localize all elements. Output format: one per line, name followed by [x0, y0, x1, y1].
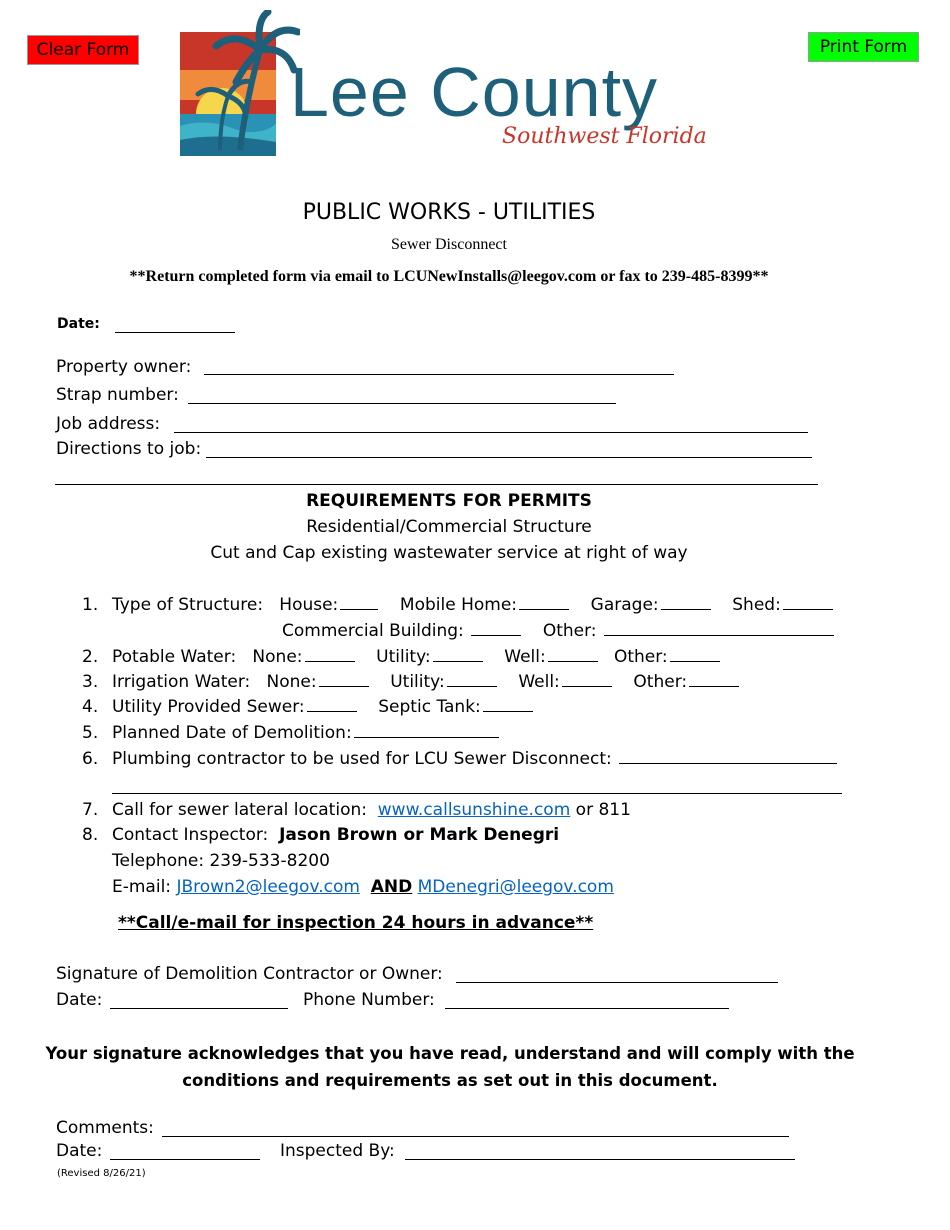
- well-label: Well:: [504, 647, 546, 667]
- acknowledgement: Your signature acknowledges that you have read, understand and will comply with the conditions and requirements as set out in this document.: [45, 1044, 855, 1090]
- contact-row: [112, 825, 559, 845]
- none-label: None:: [266, 672, 317, 692]
- directions-field[interactable]: [206, 457, 812, 458]
- potable-other-field[interactable]: [670, 647, 720, 662]
- phone-number-label: Phone Number:: [303, 990, 435, 1010]
- requirements-line-1: Residential/Commercial Structure: [306, 517, 592, 537]
- irrigation-other-field[interactable]: [689, 672, 739, 687]
- demolition-row: [112, 723, 499, 743]
- sewer-field[interactable]: [307, 697, 357, 712]
- type-label: Type of Structure:: [112, 595, 264, 615]
- date-field[interactable]: [115, 332, 235, 333]
- directions-label: Directions to job:: [56, 439, 202, 459]
- irrigation-water-row: [112, 672, 739, 692]
- contact-label: Contact Inspector:: [112, 825, 269, 845]
- septic-label: Septic Tank:: [378, 697, 481, 717]
- garage-label: Garage:: [590, 595, 659, 615]
- logo-title: Lee County: [290, 53, 659, 131]
- plumbing-contractor-field-line-2[interactable]: [112, 793, 842, 794]
- potable-utility-field[interactable]: [433, 647, 483, 662]
- garage-field[interactable]: [661, 595, 711, 610]
- mobile-home-label: Mobile Home:: [399, 595, 518, 615]
- requirements-heading: REQUIREMENTS FOR PERMITS: [306, 491, 592, 511]
- directions-field-line-2[interactable]: [55, 484, 818, 485]
- lee-county-logo-icon: [176, 10, 300, 160]
- plumbing-contractor-field[interactable]: [619, 749, 837, 764]
- demolition-label: Planned Date of Demolition:: [112, 723, 352, 743]
- call-row: [112, 800, 631, 820]
- other-field[interactable]: [604, 621, 834, 636]
- item-number: 1.: [82, 595, 99, 615]
- inspected-by-label: Inspected By:: [280, 1141, 395, 1161]
- potable-well-field[interactable]: [548, 647, 598, 662]
- none-label: None:: [252, 647, 303, 667]
- call-or: or 811: [575, 800, 631, 820]
- return-instruction: **Return completed form via email to LCUNewInstalls@leegov.com or fax to 239-485-8399**: [129, 268, 769, 285]
- strap-number-label: Strap number:: [56, 385, 179, 405]
- other-label: Other:: [633, 672, 688, 692]
- revision-note: (Revised 8/26/21): [57, 1168, 146, 1179]
- logo-subtitle: Southwest Florida: [502, 124, 707, 149]
- utility-label: Utility:: [376, 647, 431, 667]
- item-number: 8.: [82, 825, 99, 845]
- shed-label: Shed:: [732, 595, 781, 615]
- telephone: Telephone: 239-533-8200: [112, 851, 330, 871]
- strap-number-field[interactable]: [188, 403, 616, 404]
- sewer-row: [112, 697, 533, 717]
- irrigation-utility-field[interactable]: [447, 672, 497, 687]
- email-row: [112, 877, 614, 897]
- date-label: Date:: [57, 316, 100, 332]
- irrigation-label: Irrigation Water:: [112, 672, 251, 692]
- comments-field[interactable]: [162, 1136, 789, 1137]
- job-address-label: Job address:: [56, 414, 161, 434]
- commercial-label: Commercial Building:: [282, 621, 464, 641]
- structure-row-2: [282, 621, 834, 641]
- item-number: 5.: [82, 723, 99, 743]
- house-field[interactable]: [340, 595, 378, 610]
- property-owner-field[interactable]: [204, 374, 674, 375]
- potable-none-field[interactable]: [305, 647, 355, 662]
- potable-water-row: [112, 647, 720, 667]
- other-label: Other:: [542, 621, 597, 641]
- signature-field[interactable]: [456, 982, 778, 983]
- inspection-date-field[interactable]: [110, 1159, 260, 1160]
- item-number: 6.: [82, 749, 99, 769]
- item-number: 4.: [82, 697, 99, 717]
- email-link-mdenegri[interactable]: MDenegri@leegov.com: [417, 877, 614, 897]
- shed-field[interactable]: [783, 595, 833, 610]
- inspected-by-field[interactable]: [405, 1159, 795, 1160]
- signature-label: Signature of Demolition Contractor or Owner:: [56, 964, 443, 984]
- house-label: House:: [279, 595, 339, 615]
- page-title: PUBLIC WORKS - UTILITIES: [302, 200, 596, 225]
- irrigation-well-field[interactable]: [562, 672, 612, 687]
- mobile-home-field[interactable]: [519, 595, 569, 610]
- other-label: Other:: [613, 647, 668, 667]
- advance-notice: **Call/e-mail for inspection 24 hours in advance**: [118, 913, 594, 933]
- inspector-names: Jason Brown or Mark Denegri: [279, 825, 560, 845]
- email-label: E-mail:: [112, 877, 172, 897]
- phone-number-field[interactable]: [445, 1008, 729, 1009]
- potable-label: Potable Water:: [112, 647, 237, 667]
- item-number: 3.: [82, 672, 99, 692]
- commercial-field[interactable]: [471, 621, 521, 636]
- email-link-jbrown[interactable]: JBrown2@leegov.com: [176, 877, 360, 897]
- item-number: 2.: [82, 647, 99, 667]
- signature-date-label: Date:: [56, 990, 103, 1010]
- septic-field[interactable]: [483, 697, 533, 712]
- plumbing-label: Plumbing contractor to be used for LCU Sewer Disconnect:: [112, 749, 612, 769]
- print-form-button[interactable]: Print Form: [808, 32, 919, 62]
- page-subtitle: Sewer Disconnect: [391, 236, 507, 253]
- comments-label: Comments:: [56, 1118, 154, 1138]
- and-label: AND: [370, 877, 413, 897]
- item-number: 7.: [82, 800, 99, 820]
- clear-form-button[interactable]: Clear Form: [27, 35, 139, 65]
- type-of-structure-row: [112, 595, 833, 615]
- property-owner-label: Property owner:: [56, 357, 192, 377]
- callsunshine-link[interactable]: www.callsunshine.com: [377, 800, 571, 820]
- demolition-date-field[interactable]: [354, 723, 499, 738]
- utility-label: Utility:: [390, 672, 445, 692]
- irrigation-none-field[interactable]: [319, 672, 369, 687]
- well-label: Well:: [518, 672, 560, 692]
- inspection-date-label: Date:: [56, 1141, 103, 1161]
- sewer-label: Utility Provided Sewer:: [112, 697, 305, 717]
- call-label: Call for sewer lateral location:: [112, 800, 367, 820]
- job-address-field[interactable]: [174, 432, 808, 433]
- signature-date-field[interactable]: [110, 1008, 288, 1009]
- requirements-line-2: Cut and Cap existing wastewater service at right of way: [210, 543, 688, 563]
- plumbing-row: [112, 749, 837, 769]
